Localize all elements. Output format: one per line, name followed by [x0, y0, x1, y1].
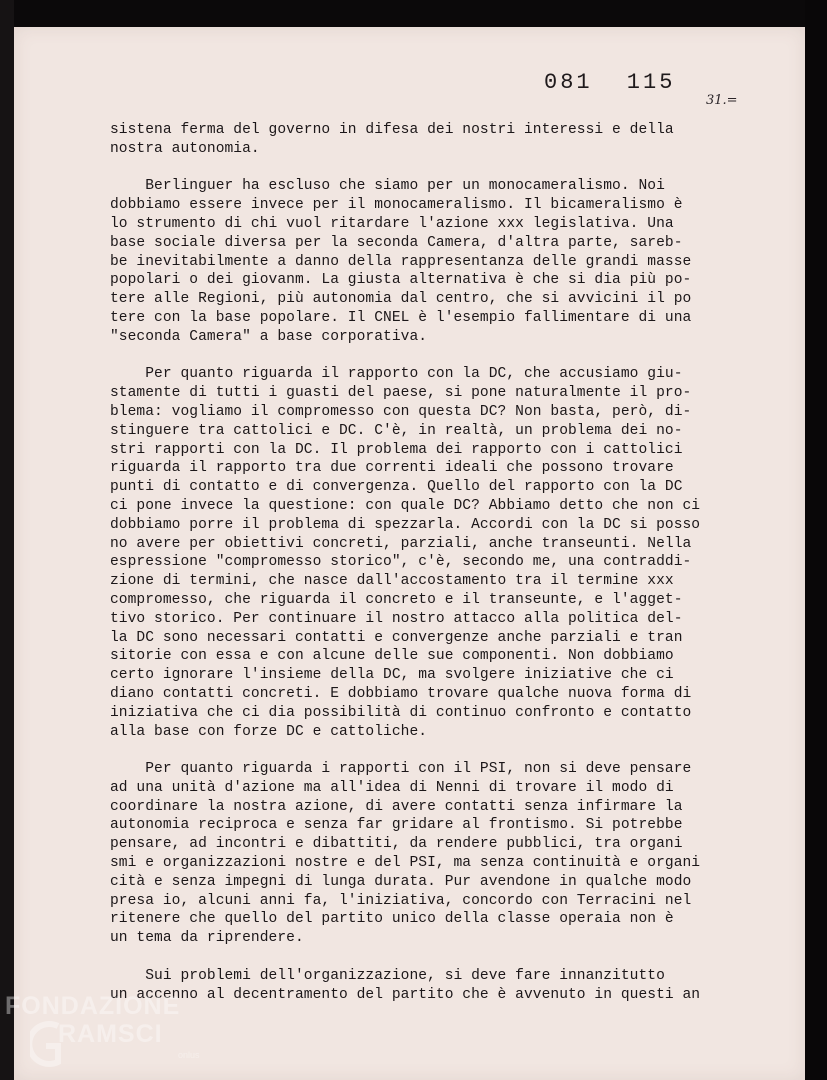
- text-line: dobbiamo essere invece per il monocameralismo. Il bicameralismo è: [110, 197, 683, 214]
- text-line: stinguere tra cattolici e DC. C'è, in realtà, un problema dei no-: [110, 422, 683, 439]
- text-line: pensare, ad incontri e dibattiti, da rendere pubblici, tra organi: [110, 836, 683, 853]
- archive-number: 081 115: [544, 70, 676, 95]
- text-line: no avere per obiettivi concreti, parziali, anche transeunti. Nella: [110, 535, 692, 552]
- text-line: "seconda Camera" a base corporativa.: [110, 328, 428, 345]
- text-line: certo ignorare l'insieme della DC, ma svolgere iniziative che ci: [110, 667, 674, 684]
- text-line: Sui problemi dell'organizzazione, si deve fare innanzitutto: [110, 967, 665, 984]
- watermark-line1: FONDAZIONE: [5, 992, 181, 1020]
- text-line: compromesso, che riguarda il concreto e il transeunte, e l'agget-: [110, 591, 683, 608]
- text-line: presa io, alcuni anni fa, l'iniziativa, concordo con Terracini nel: [110, 892, 692, 909]
- text-line: dobbiamo porre il problema di spezzarla. Accordi con la DC si posso: [110, 516, 701, 533]
- text-line: stri rapporti con la DC. Il problema dei rapporto con i cattolici: [110, 441, 683, 458]
- text-line: un accenno al decentramento del partito che è avvenuto in questi an: [110, 986, 701, 1003]
- paragraph-gap: [110, 159, 770, 178]
- text-line: alla base con forze DC e cattoliche.: [110, 723, 428, 740]
- text-line: popolari o dei giovanm. La giusta alternativa è che si dia più po-: [110, 272, 692, 289]
- text-line: base sociale diversa per la seconda Camera, d'altra parte, sareb-: [110, 234, 683, 251]
- text-line: be inevitabilmente a danno della rappresentanza delle grandi masse: [110, 253, 692, 270]
- text-line: coordinare la nostra azione, di avere contatti senza infirmare la: [110, 798, 683, 815]
- scan-right-border: [805, 0, 827, 1080]
- text-line: sistena ferma del governo in difesa dei nostri interessi e della: [110, 122, 674, 138]
- watermark-suffix: onlus: [178, 1050, 200, 1060]
- text-line: tere con la base popolare. Il CNEL è l'esempio fallimentare di una: [110, 309, 692, 326]
- text-line: diano contatti concreti. E dobbiamo trovare qualche nuova forma di: [110, 685, 692, 702]
- text-line: espressione "compromesso storico", c'è, secondo me, una contraddi-: [110, 554, 692, 571]
- text-line: blema: vogliamo il compromesso con questa DC? Non basta, però, di-: [110, 403, 692, 420]
- text-line: un tema da riprendere.: [110, 930, 304, 947]
- paragraph-gap: [110, 741, 770, 760]
- text-line: sitorie con essa e con alcune delle sue componenti. Non dobbiamo: [110, 648, 674, 665]
- text-line: la DC sono necessari contatti e convergenze anche parziali e tran: [110, 629, 683, 646]
- scan-left-border: [0, 0, 14, 1080]
- text-line: autonomia reciproca e senza far gridare al frontismo. Si potrebbe: [110, 817, 683, 834]
- text-line: Berlinguer ha escluso che siamo per un monocameralismo. Noi: [110, 178, 665, 195]
- text-line: zione di termini, che nasce dall'accostamento tra il termine xxx: [110, 573, 674, 590]
- text-line: ad una unità d'azione ma all'idea di Nenni di trovare il modo di: [110, 779, 674, 796]
- scan-top-border: [0, 0, 827, 27]
- text-line: tere alle Regioni, più autonomia dal centro, che si avvicini il po: [110, 291, 692, 308]
- text-line: stamente di tutti i guasti del paese, si pone naturalmente il pro-: [110, 385, 692, 402]
- text-line: tivo storico. Per continuare il nostro attacco alla politica del-: [110, 610, 683, 627]
- paragraph-gap: [110, 347, 770, 366]
- text-line: nostra autonomia.: [110, 140, 260, 157]
- text-line: ci pone invece la questione: con quale DC? Abbiamo detto che non ci: [110, 497, 701, 514]
- text-line: lo strumento di chi vuol ritardare l'azione xxx legislativa. Una: [110, 215, 674, 232]
- text-line: riguarda il rapporto tra due correnti ideali che possono trovare: [110, 460, 674, 477]
- typewritten-text: [110, 121, 770, 1004]
- watermark-line2: RAMSCI: [58, 1020, 163, 1048]
- text-line: iniziativa che ci dia possibilità di continuo confronto e contatto: [110, 704, 692, 721]
- text-line: cità e senza impegni di lunga durata. Pur avendone in qualche modo: [110, 873, 692, 890]
- page-number: 31.=: [706, 93, 738, 108]
- fondazione-gramsci-watermark: [0, 990, 230, 1070]
- text-line: punti di contatto e di convergenza. Quello del rapporto con la DC: [110, 479, 683, 496]
- text-line: smi e organizzazioni nostre e del PSI, ma senza continuità e organi: [110, 855, 701, 872]
- text-line: Per quanto riguarda il rapporto con la DC, che accusiamo giu-: [110, 366, 683, 383]
- paragraph-gap: [110, 948, 770, 967]
- text-line: Per quanto riguarda i rapporti con il PSI, non si deve pensare: [110, 761, 692, 778]
- text-line: ritenere che quello del partito unico della classe operaia non è: [110, 911, 674, 928]
